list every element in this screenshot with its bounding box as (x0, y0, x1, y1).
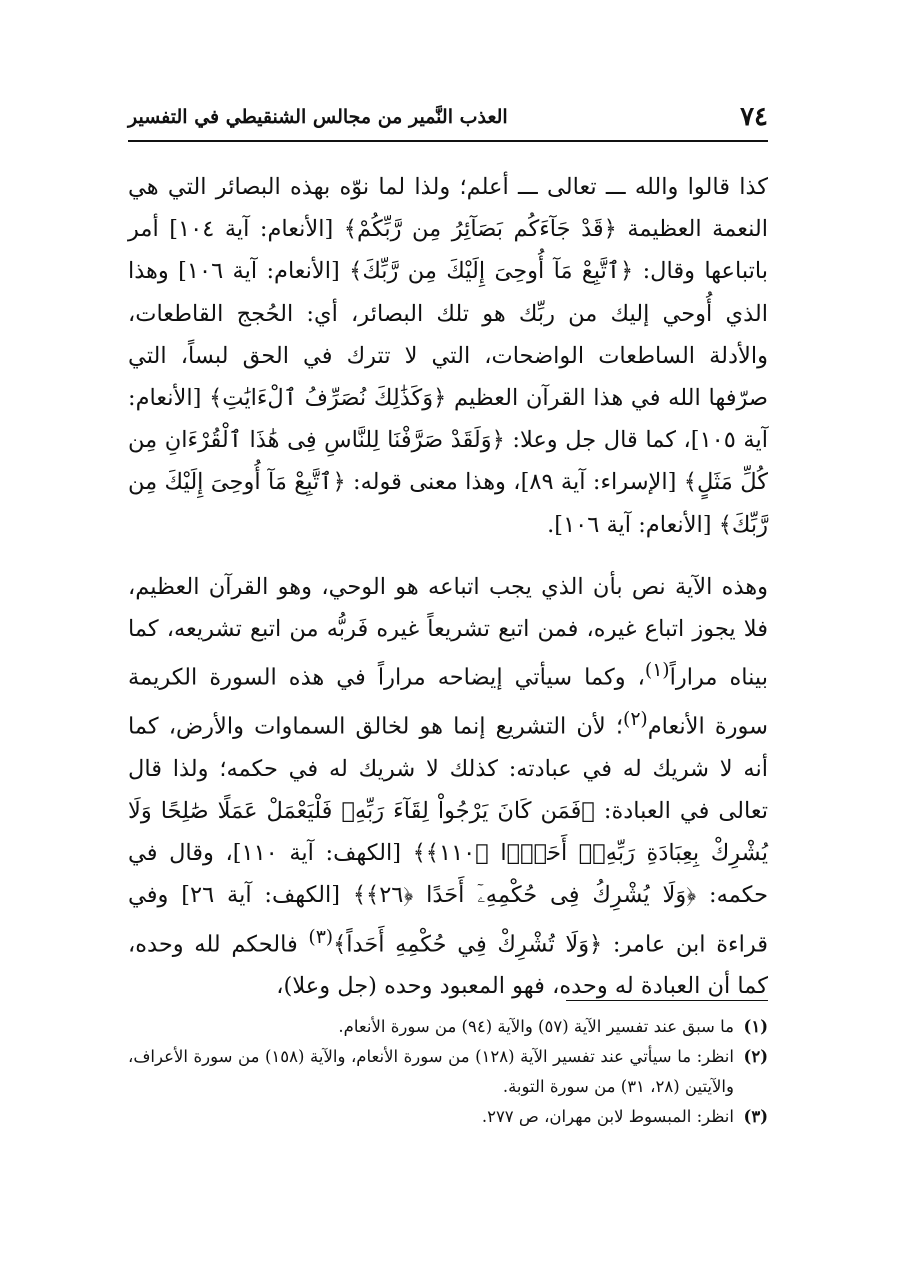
text-run: [الكهف: آية ٢٦] وفي قراءة ابن عامر: (128, 882, 768, 958)
footnote-ref-2[interactable]: (٢) (623, 709, 648, 731)
footnote-text: انظر: ما سيأتي عند تفسير الآية (١٢٨) من سورة الأنعام، والآية (١٥٨) من سورة الأعراف، والآيتين (٢٨، ٣١) من سورة التوبة. (128, 1047, 734, 1096)
footnote-text: انظر: المبسوط لابن مهران، ص ٢٧٧. (481, 1107, 734, 1126)
footnote-3 (128, 1102, 768, 1132)
paragraph-2 (128, 566, 768, 1008)
footnote-number: (٣) (743, 1107, 768, 1126)
text-run: كذا قالوا والله ـــ تعالى ـــ أعلم؛ ولذا لما نوّه بهذه البصائر التي هي النعمة العظيمة (128, 174, 768, 243)
text-run: ، وكما سيأتي إيضاحه مراراً في هذه السورة الكريمة سورة الأنعام (128, 664, 768, 740)
quran-verse: ﴿وَلَا يُشْرِكُ فِى حُكْمِهِۦٓ أَحَدًا ﴿٢٦﴾﴾ (352, 882, 697, 909)
footnotes (128, 1012, 768, 1132)
paragraph-2-text (128, 566, 768, 1008)
text-run: ؛ لأن التشريع إنما هو لخالق السماوات والأرض، كما أنه لا شريك له في عبادته: كذلك لا شريك له في حكمه؛ ولذا قال تعالى في العبادة: (128, 713, 768, 825)
text-run: فالحكم لله وحده، كما أن العبادة له وحده، فهو المعبود وحده (جل وعلا)، (128, 931, 768, 1000)
quran-verse: ﴿فَمَن كَانَ يَرْجُواْ لِقَآءَ رَبِّهِۦ فَلْيَعْمَلْ عَمَلًا صَٰلِحًا وَلَا يُشْرِكْ بِعِبَادَةِ رَبِّهِۦٓ أَحَدًۢا ﴿١١٠﴾﴾ (128, 798, 768, 867)
quran-verse: ﴿ٱتَّبِعْ مَآ أُوحِىَ إِلَيْكَ مِن رَّبِّكَ﴾ (128, 469, 768, 538)
text-run: [الإسراء: آية ٨٩]، وهذا معنى قوله: (345, 469, 684, 496)
quran-verse: ﴿ٱتَّبِعْ مَآ أُوحِىَ إِلَيْكَ مِن رَّبِّكَ﴾ (349, 258, 634, 285)
footnote-2 (128, 1042, 768, 1102)
text-run: [الأنعام: آية ١٠٤] أمر باتباعها وقال: (128, 216, 768, 285)
paragraph-1 (128, 166, 768, 546)
footnote-number: (٢) (743, 1047, 768, 1066)
text-run: [الأنعام: آية ١٠٥]، كما قال جل وعلا: (128, 385, 768, 454)
quran-verse: ﴿وَلَا تُشْرِكْ فِي حُكْمِهِ أَحَداً﴾ (333, 931, 603, 958)
quran-verse: ﴿وَكَذَٰلِكَ نُصَرِّفُ ٱلْءَايَٰتِ﴾ (209, 385, 447, 412)
page-header (128, 100, 768, 142)
text-run: [الأنعام: آية ١٠٦] وهذا الذي أُوحي إليك من ربِّك هو تلك البصائر، أي: الحُجج القاطعات، والأدلة الساطعات الواضحات، التي لا تترك في الحق لبساً، التي صرّفها الله في هذا القرآن العظيم (128, 258, 768, 412)
footnote-ref-3[interactable]: (٣) (308, 926, 334, 948)
quran-verse: ﴿وَلَقَدْ صَرَّفْنَا لِلنَّاسِ فِى هَٰذَا ٱلْقُرْءَانِ مِن كُلِّ مَثَلٍ﴾ (128, 427, 768, 496)
footnote-1 (128, 1012, 768, 1042)
text-run: [الأنعام: آية ١٠٦]. (547, 511, 719, 538)
footnote-ref-1[interactable]: (١) (644, 660, 670, 682)
quran-verse: ﴿قَدْ جَآءَكُم بَصَآئِرُ مِن رَّبِّكُمْ﴾ (343, 216, 617, 243)
page-number: ٧٤ (740, 102, 768, 132)
footnote-separator (566, 1000, 768, 1001)
running-title: العذب النَّمير من مجالس الشنقيطي في التفسير (128, 106, 508, 128)
paragraph-1-text (128, 166, 768, 546)
text-run: وهذه الآية نص بأن الذي يجب اتباعه هو الوحي، وهو القرآن العظيم، فلا يجوز اتباع غيره، فمن اتبع تشريعاً غيره فَربُّه من اتبع تشريعه، كما بيناه مراراً (128, 574, 768, 691)
footnote-number: (١) (743, 1017, 768, 1036)
footnote-text: ما سبق عند تفسير الآية (٥٧) والآية (٩٤) من سورة الأنعام. (338, 1017, 734, 1036)
text-run: [الكهف: آية ١١٠]، وقال في حكمه: (128, 840, 769, 909)
